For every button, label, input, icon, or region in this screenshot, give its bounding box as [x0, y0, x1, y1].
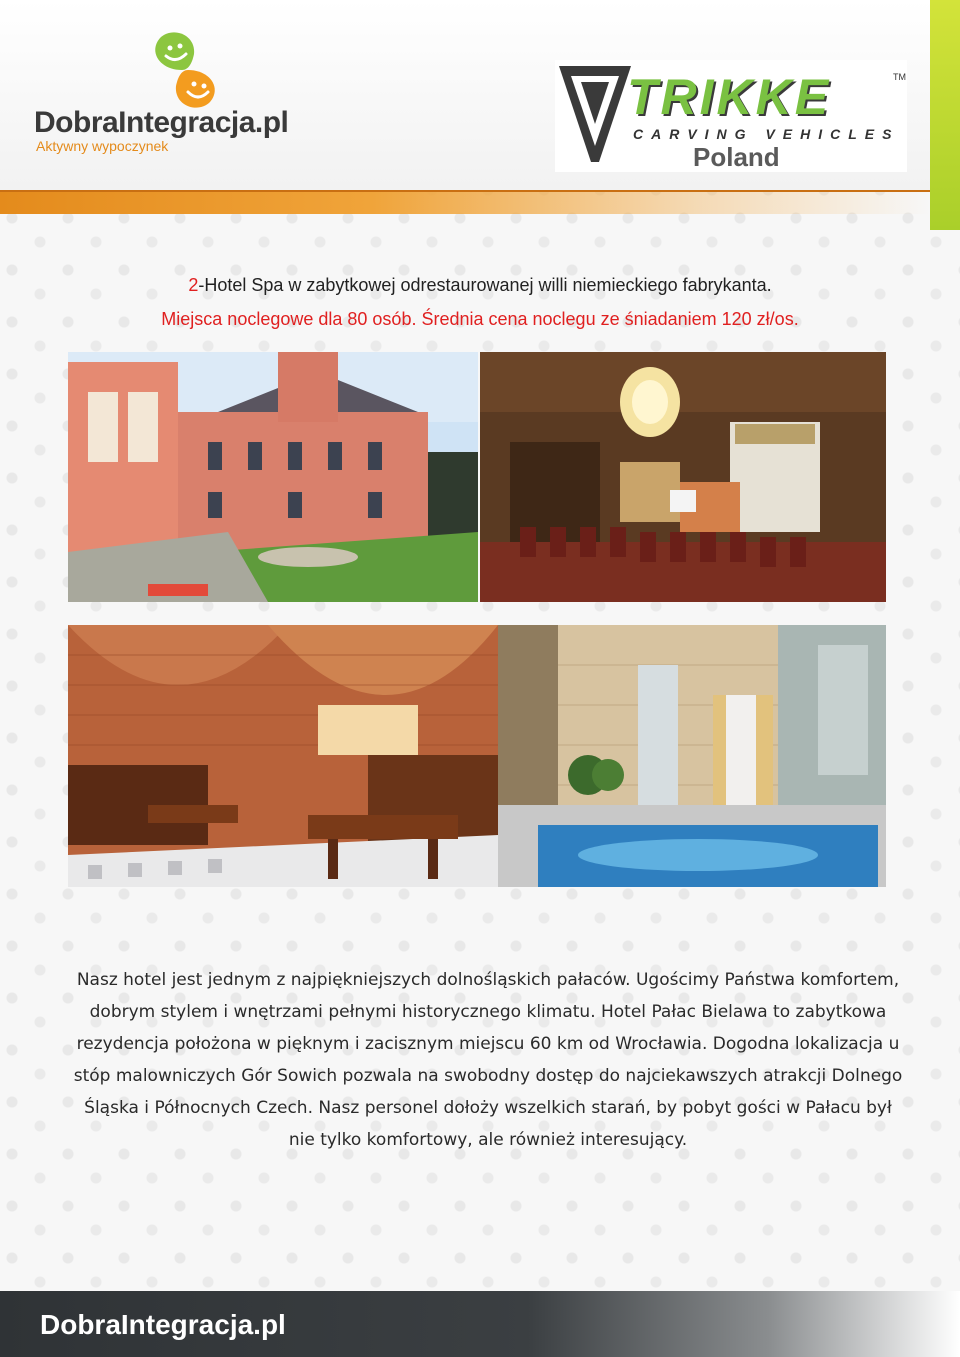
headline-line-1-text: -Hotel Spa w zabytkowej odrestaurowanej willi niemieckiego fabrykanta.	[198, 275, 772, 295]
spa-jacuzzi-photo	[498, 625, 886, 887]
trikke-subtitle: CARVING VEHICLES	[633, 126, 900, 142]
dobraintegracja-logo	[30, 30, 330, 160]
conference-hall-photo	[480, 352, 886, 602]
headline-line-2: Miejsca noclegowe dla 80 osób. Średnia cena noclegu ze śniadaniem 120 zł/os.	[161, 309, 799, 329]
cellar-restaurant-photo	[68, 625, 498, 887]
headline-line-1	[60, 272, 900, 298]
orange-accent-line	[0, 190, 930, 214]
footer-band	[0, 1291, 960, 1357]
trikke-wordmark: TRIKKE	[627, 69, 832, 125]
palace-exterior-photo	[68, 352, 478, 602]
hotel-description: Nasz hotel jest jednym z najpiękniejszych dolnośląskich pałaców. Ugościmy Państwa komfortem, dobrym stylem i wnętrzami pełnymi historycznego klimatu. Hotel Pałac Bielawa to zabytkowa rezydencja położona w pięknym i zacisznym miejscu 60 km od Wrocławia. Dogodna lokalizacja u stóp malowniczych Gór Sowich pozwala na swobodny dostęp do najciekawszych atrakcji Dolnego Śląska i Północnych Czech. Nasz personel dołoży wszelkich starań, by pobyt gości w Pałacu był nie tylko komfortowy, ale również interesujący.	[73, 970, 903, 1150]
smiley-leaves-icon	[130, 30, 240, 110]
headline-number: 2	[188, 275, 199, 295]
trikke-v-emblem-icon	[555, 60, 635, 170]
logo-wordmark: DobraIntegracja.pl	[34, 106, 289, 139]
trikke-logo	[555, 60, 907, 172]
green-accent-strip	[930, 0, 960, 230]
trikke-tm: TM	[893, 72, 906, 82]
logo-tagline: Aktywny wypoczynek	[36, 138, 169, 154]
trikke-country: Poland	[693, 142, 780, 172]
footer-logo: DobraIntegracja.pl	[40, 1309, 286, 1340]
